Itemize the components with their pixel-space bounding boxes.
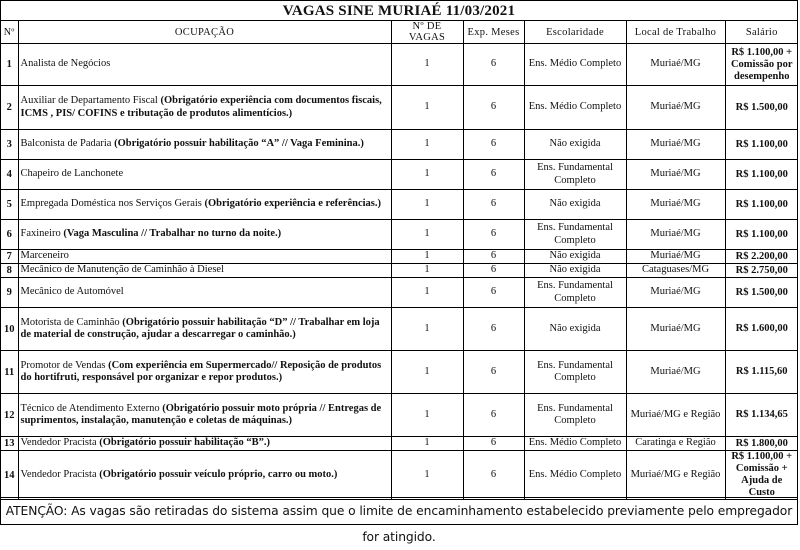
occupation-cell xyxy=(18,160,391,190)
experience-months: 6 xyxy=(463,394,524,437)
occupation-cell xyxy=(18,351,391,394)
experience-months: 6 xyxy=(463,308,524,351)
row-number: 9 xyxy=(1,278,18,308)
work-location: Muriaé/MG e Região xyxy=(626,394,725,437)
vacancy-count: 1 xyxy=(391,160,463,190)
row-number: 5 xyxy=(1,190,18,220)
education-level: Ens. Fundamental Completo xyxy=(524,160,626,190)
occupation-cell xyxy=(18,451,391,500)
occupation-requirements: (Obrigatório possuir veículo próprio, carro ou moto.) xyxy=(99,468,338,480)
occupation-title: Auxiliar de Departamento Fiscal xyxy=(20,95,158,106)
table-row xyxy=(1,160,798,190)
table-row xyxy=(1,451,798,500)
vacancy-count: 1 xyxy=(391,394,463,437)
work-location: Muriaé/MG xyxy=(626,250,725,264)
salary: R$ 2.750,00 xyxy=(725,264,798,278)
salary: R$ 1.100,00 + Comissão por desempenho xyxy=(725,44,798,86)
work-location: Muriaé/MG xyxy=(626,308,725,351)
row-number: 6 xyxy=(1,220,18,250)
row-number: 11 xyxy=(1,351,18,394)
occupation-requirements: (Obrigatório possuir habilitação “D” // Trabalhar em loja de material de construção, ajudar a descarregar o caminhão.) xyxy=(20,316,380,340)
salary: R$ 1.100,00 xyxy=(725,160,798,190)
occupation-requirements: (Com experiência em Supermercado// Reposição de produtos do hortifruti, responsável por organizar e repor produtos.) xyxy=(20,359,382,383)
occupation-requirements: (Obrigatório possuir moto própria // Entregas de suprimentos, instalação, manutenção e coletas de máquinas.) xyxy=(20,402,382,426)
row-number: 14 xyxy=(1,451,18,500)
vacancy-count: 1 xyxy=(391,130,463,160)
row-number: 4 xyxy=(1,160,18,190)
table-row xyxy=(1,308,798,351)
vacancies-table xyxy=(1,21,798,500)
work-location: Muriaé/MG xyxy=(626,351,725,394)
occupation-cell xyxy=(18,437,391,451)
experience-months: 6 xyxy=(463,351,524,394)
occupation-cell xyxy=(18,278,391,308)
salary: R$ 1.600,00 xyxy=(725,308,798,351)
experience-months: 6 xyxy=(463,278,524,308)
table-row xyxy=(1,394,798,437)
row-number: 13 xyxy=(1,437,18,451)
work-location: Muriaé/MG xyxy=(626,86,725,130)
experience-months: 6 xyxy=(463,86,524,130)
salary: R$ 1.500,00 xyxy=(725,278,798,308)
occupation-title: Mecânico de Automóvel xyxy=(20,286,124,298)
header-ocupacao: OCUPAÇÃO xyxy=(18,21,391,44)
header-exp: Exp. Meses xyxy=(463,21,524,44)
vacancy-count: 1 xyxy=(391,190,463,220)
occupation-cell xyxy=(18,250,391,264)
experience-months: 6 xyxy=(463,220,524,250)
education-level: Ens. Médio Completo xyxy=(524,451,626,500)
work-location: Muriaé/MG e Região xyxy=(626,451,725,500)
education-level: Ens. Médio Completo xyxy=(524,44,626,86)
salary: R$ 2.200,00 xyxy=(725,250,798,264)
work-location: Cataguases/MG xyxy=(626,264,725,278)
occupation-requirements: (Obrigatório possuir habilitação “A” // Vaga Feminina.) xyxy=(114,138,364,150)
row-number: 7 xyxy=(1,250,18,264)
table-row xyxy=(1,250,798,264)
vacancy-count: 1 xyxy=(391,264,463,278)
education-level: Ens. Fundamental Completo xyxy=(524,351,626,394)
education-level: Não exigida xyxy=(524,190,626,220)
vacancy-count: 1 xyxy=(391,351,463,394)
header-num: Nº xyxy=(1,21,18,44)
table-row xyxy=(1,220,798,250)
experience-months: 6 xyxy=(463,264,524,278)
education-level: Não exigida xyxy=(524,308,626,351)
education-level: Não exigida xyxy=(524,250,626,264)
work-location: Muriaé/MG xyxy=(626,220,725,250)
occupation-title: Balconista de Padaria xyxy=(20,138,112,150)
salary: R$ 1.800,00 xyxy=(725,437,798,451)
experience-months: 6 xyxy=(463,451,524,500)
salary: R$ 1.100,00 xyxy=(725,190,798,220)
salary: R$ 1.100,00 + Comissão + Ajuda de Custo xyxy=(725,451,798,500)
education-level: Ens. Fundamental Completo xyxy=(524,220,626,250)
page-title: VAGAS SINE MURIAÉ 11/03/2021 xyxy=(1,1,797,21)
table-row xyxy=(1,264,798,278)
experience-months: 6 xyxy=(463,44,524,86)
experience-months: 6 xyxy=(463,190,524,220)
table-row xyxy=(1,351,798,394)
occupation-title: Empregada Doméstica nos Serviços Gerais xyxy=(20,198,202,210)
salary: R$ 1.500,00 xyxy=(725,86,798,130)
occupation-cell xyxy=(18,86,391,130)
occupation-title: Promotor de Vendas xyxy=(20,359,106,371)
occupation-title: Faxineiro xyxy=(20,228,61,240)
work-location: Muriaé/MG xyxy=(626,190,725,220)
header-vagas: Nº DE VAGAS xyxy=(391,21,463,44)
table-row xyxy=(1,278,798,308)
header-salario: Salário xyxy=(725,21,798,44)
row-number: 2 xyxy=(1,86,18,130)
work-location: Muriaé/MG xyxy=(626,160,725,190)
occupation-cell xyxy=(18,264,391,278)
work-location: Muriaé/MG xyxy=(626,44,725,86)
occupation-title: Motorista de Caminhão xyxy=(20,316,120,328)
row-number: 1 xyxy=(1,44,18,86)
salary: R$ 1.100,00 xyxy=(725,130,798,160)
vacancy-count: 1 xyxy=(391,250,463,264)
occupation-requirements: (Obrigatório experiência e referências.) xyxy=(204,198,381,210)
occupation-requirements: (Vaga Masculina // Trabalhar no turno da noite.) xyxy=(63,228,282,240)
row-number: 12 xyxy=(1,394,18,437)
experience-months: 6 xyxy=(463,437,524,451)
work-location: Muriaé/MG xyxy=(626,278,725,308)
occupation-title: Chapeiro de Lanchonete xyxy=(20,168,124,180)
row-number: 8 xyxy=(1,264,18,278)
occupation-title: Analista de Negócios xyxy=(20,58,111,70)
education-level: Ens. Médio Completo xyxy=(524,86,626,130)
experience-months: 6 xyxy=(463,130,524,160)
education-level: Ens. Médio Completo xyxy=(524,437,626,451)
occupation-requirements: (Obrigatório possuir habilitação “B”.) xyxy=(99,437,270,449)
occupation-cell xyxy=(18,190,391,220)
vacancy-count: 1 xyxy=(391,278,463,308)
occupation-cell xyxy=(18,220,391,250)
vacancy-count: 1 xyxy=(391,44,463,86)
work-location: Caratinga e Região xyxy=(626,437,725,451)
occupation-title: Marceneiro xyxy=(20,250,69,262)
work-location: Muriaé/MG xyxy=(626,130,725,160)
occupation-title: Vendedor Pracista xyxy=(20,437,97,449)
row-number: 10 xyxy=(1,308,18,351)
header-local: Local de Trabalho xyxy=(626,21,725,44)
occupation-cell xyxy=(18,394,391,437)
table-row xyxy=(1,437,798,451)
header-escolaridade: Escolaridade xyxy=(524,21,626,44)
vacancy-count: 1 xyxy=(391,451,463,500)
occupation-cell xyxy=(18,130,391,160)
education-level: Não exigida xyxy=(524,264,626,278)
vacancy-count: 1 xyxy=(391,437,463,451)
table-row xyxy=(1,86,798,130)
salary: R$ 1.100,00 xyxy=(725,220,798,250)
table-row xyxy=(1,190,798,220)
experience-months: 6 xyxy=(463,250,524,264)
education-level: Ens. Fundamental Completo xyxy=(524,394,626,437)
salary: R$ 1.115,60 xyxy=(725,351,798,394)
table-row xyxy=(1,130,798,160)
vacancy-count: 1 xyxy=(391,220,463,250)
occupation-cell xyxy=(18,308,391,351)
occupation-title: Técnico de Atendimento Externo xyxy=(20,402,160,414)
occupation-title: Vendedor Pracista xyxy=(20,468,97,480)
occupation-title: Mecânico de Manutenção de Caminhão à Diesel xyxy=(20,264,225,276)
table-row xyxy=(1,44,798,86)
occupation-cell xyxy=(18,44,391,86)
attention-footer: ATENÇÃO: As vagas são retiradas do sistema assim que o limite de encaminhamento estabelecido previamente pelo empregador for atingido. xyxy=(1,497,797,524)
education-level: Não exigida xyxy=(524,130,626,160)
education-level: Ens. Fundamental Completo xyxy=(524,278,626,308)
salary: R$ 1.134,65 xyxy=(725,394,798,437)
table-header-row xyxy=(1,21,798,44)
occupation-requirements: (Obrigatório experiência com documentos fiscais, ICMS , PIS/ COFINS e tributação de produtos alimentícios.) xyxy=(20,95,382,119)
vacancy-count: 1 xyxy=(391,86,463,130)
experience-months: 6 xyxy=(463,160,524,190)
vacancy-count: 1 xyxy=(391,308,463,351)
row-number: 3 xyxy=(1,130,18,160)
